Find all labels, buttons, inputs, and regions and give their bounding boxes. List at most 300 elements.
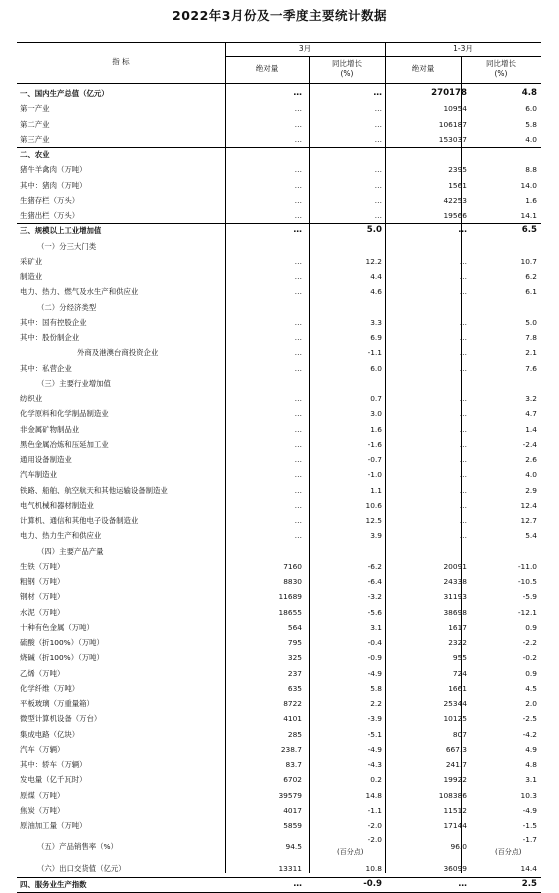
cell-q1-absolute: 19566 — [443, 211, 467, 220]
cell-q1-absolute: 807 — [452, 729, 467, 739]
header-march-absolute: 绝对量 — [255, 64, 279, 73]
cell-march-absolute: … — [294, 470, 302, 480]
row-label: 十种有色金属（万吨） — [20, 622, 94, 632]
header-march-yoy-line1: 同比增长 — [332, 59, 362, 68]
header-mid-rule — [225, 56, 541, 57]
cell-q1-absolute: … — [459, 485, 467, 495]
row-label: 二、农业 — [20, 150, 50, 159]
cell-q1-yoy: -4.2 — [522, 729, 537, 739]
table-row — [17, 147, 541, 162]
cell-march-absolute: … — [294, 500, 302, 510]
cell-q1-absolute: … — [459, 394, 467, 403]
row-label: （一）分三大门类 — [37, 241, 97, 251]
cell-march-yoy: -6.2 — [367, 561, 382, 571]
table-row — [17, 483, 541, 498]
cell-march-absolute: … — [294, 485, 302, 495]
cell-q1-yoy: 4.8 — [525, 760, 537, 769]
cell-march-yoy: … — [374, 104, 382, 114]
cell-march-yoy: -4.9 — [367, 668, 382, 678]
cell-q1-yoy: 2.5 — [521, 878, 537, 889]
cell-march-yoy: -4.9 — [367, 744, 382, 754]
table-row — [17, 772, 541, 787]
row-label: 粗钢（万吨） — [20, 577, 65, 586]
cell-q1-absolute: 153037 — [438, 134, 467, 144]
row-label: 一、国内生产总值（亿元） — [20, 89, 109, 98]
cell-march-absolute: 5859 — [283, 821, 302, 830]
cell-march-yoy: … — [374, 134, 382, 144]
cell-march-absolute: 237 — [287, 668, 302, 678]
cell-q1-yoy: 12.7 — [520, 516, 537, 525]
row-label: 猪牛羊禽肉（万吨） — [20, 165, 87, 175]
cell-q1-yoy: 4.9 — [525, 744, 537, 754]
table-row — [17, 315, 541, 330]
cell-q1-absolute: 17144 — [443, 821, 467, 830]
cell-q1-absolute: … — [458, 225, 467, 236]
cell-march-absolute: … — [294, 455, 302, 464]
cell-q1-absolute: 19922 — [443, 775, 467, 785]
table-row — [17, 650, 541, 665]
table-row — [17, 239, 541, 254]
row-label: 电力、热力、燃气及水生产和供应业 — [20, 287, 139, 297]
table-row — [17, 422, 541, 437]
cell-q1-absolute: 11512 — [443, 805, 467, 815]
cell-march-yoy: 3.0 — [370, 409, 382, 419]
table-row — [17, 391, 541, 406]
row-label: 乙烯（万吨） — [20, 668, 65, 678]
cell-q1-yoy: 3.1 — [525, 775, 537, 785]
cell-march-yoy: 1.1 — [370, 485, 382, 495]
cell-q1-yoy: 12.4 — [520, 500, 537, 510]
cell-q1-yoy: 5.8 — [525, 119, 537, 129]
cell-march-absolute: … — [294, 409, 302, 419]
row-label: 发电量（亿千瓦时） — [20, 775, 87, 785]
cell-q1-yoy: -4.9 — [522, 805, 537, 815]
row-label: （五）产品销售率（%） — [37, 842, 118, 852]
table-row — [17, 605, 541, 620]
cell-march-absolute: … — [294, 165, 302, 175]
cell-q1-yoy: -5.9 — [522, 592, 537, 602]
cell-march-yoy: 10.8 — [365, 864, 382, 874]
row-label: 铁路、船舶、航空航天和其他运输设备制造业 — [20, 485, 168, 495]
cell-march-absolute: … — [294, 119, 302, 129]
cell-q1-absolute: 36099 — [443, 864, 467, 874]
cell-march-absolute: … — [293, 225, 302, 236]
cell-march-yoy: 3.9 — [370, 531, 382, 541]
table-row — [17, 437, 541, 452]
table-row — [17, 254, 541, 269]
table-row — [17, 635, 541, 650]
cell-q1-absolute: … — [459, 317, 467, 327]
row-label: 焦炭（万吨） — [20, 805, 65, 815]
cell-q1-absolute: 2322 — [448, 638, 467, 647]
cell-q1-yoy: 10.7 — [520, 256, 537, 266]
cell-march-absolute: … — [294, 531, 302, 541]
cell-march-absolute: … — [293, 88, 302, 98]
cell-march-yoy: -3.2 — [367, 592, 382, 602]
row-label: （二）分经济类型 — [37, 302, 97, 312]
table-row — [17, 345, 541, 360]
cell-march-absolute: 6702 — [283, 775, 302, 785]
cell-march-absolute: … — [294, 195, 302, 205]
cell-q1-yoy: 6.2 — [525, 272, 537, 281]
table-row — [17, 574, 541, 589]
cell-q1-absolute: 108386 — [438, 790, 467, 800]
cell-q1-yoy: 3.2 — [525, 394, 537, 403]
cell-q1-yoy: 5.0 — [525, 317, 537, 327]
table-row — [17, 284, 541, 299]
cell-march-absolute: 8722 — [283, 699, 302, 708]
row-label: 通用设备制造业 — [20, 455, 72, 464]
table-row — [17, 269, 541, 284]
cell-q1-yoy: -2.5 — [522, 714, 537, 724]
row-label: 其中：股份制企业 — [20, 333, 80, 342]
row-label: 计算机、通信和其他电子设备制造业 — [20, 516, 139, 525]
cell-q1-yoy: 2.6 — [525, 455, 537, 464]
row-label: 微型计算机设备（万台） — [20, 714, 102, 724]
cell-march-yoy: 0.2 — [370, 775, 382, 785]
row-label: 第二产业 — [20, 119, 50, 129]
cell-march-absolute: 635 — [287, 683, 302, 693]
cell-q1-absolute: 1661 — [448, 683, 467, 693]
row-label: 电力、热力生产和供应业 — [20, 531, 102, 541]
cell-q1-absolute: … — [459, 363, 467, 373]
header-indicator: 指 标 — [112, 57, 130, 66]
table-row-export — [17, 861, 541, 876]
table-row — [17, 788, 541, 803]
cell-march-yoy: -0.9 — [363, 878, 382, 889]
table-row — [17, 559, 541, 574]
table-row — [17, 666, 541, 681]
cell-q1-yoy: 7.6 — [525, 363, 537, 373]
row-label: 纺织业 — [20, 394, 43, 403]
cell-march-yoy: -1.0 — [367, 470, 382, 480]
cell-march-absolute: … — [294, 363, 302, 373]
table-row — [17, 803, 541, 818]
cell-march-absolute: … — [294, 516, 302, 525]
row-label: 第一产业 — [20, 104, 50, 114]
table-row — [17, 361, 541, 376]
cell-q1-yoy: 6.1 — [525, 287, 537, 297]
row-label: 汽车制造业 — [20, 470, 57, 480]
cell-march-yoy: -5.1 — [367, 729, 382, 739]
cell-march-yoy: 6.0 — [370, 363, 382, 373]
table-row — [17, 513, 541, 528]
cell-march-yoy: 3.1 — [370, 622, 382, 632]
cell-march-absolute: 11689 — [278, 592, 302, 602]
page-title: 2022年3月份及一季度主要统计数据 — [172, 8, 387, 23]
table-row — [17, 498, 541, 513]
cell-q1-absolute: … — [459, 439, 467, 449]
table-row — [17, 132, 541, 147]
cell-march-yoy: -6.4 — [367, 577, 382, 586]
header-q1-yoy-line2: (%) — [494, 69, 508, 78]
cell-march-yoy: -1.6 — [367, 439, 382, 449]
cell-march-absolute: 94.5 — [285, 842, 302, 852]
cell-march-yoy: 4.6 — [370, 287, 382, 297]
cell-march-absolute: 564 — [287, 622, 302, 632]
table-row — [17, 162, 541, 177]
cell-march-absolute: … — [294, 439, 302, 449]
table-row — [17, 178, 541, 193]
row-label: 化学纤维（万吨） — [20, 683, 80, 693]
cell-march-yoy: 5.8 — [370, 683, 382, 693]
table-row — [17, 117, 541, 132]
cell-q1-yoy: 1.4 — [525, 424, 537, 434]
cell-march-absolute: … — [294, 211, 302, 220]
row-label: 外商及港澳台商投资企业 — [77, 348, 159, 358]
header-q1-yoy-line1: 同比增长 — [486, 59, 516, 68]
cell-q1-absolute: … — [459, 333, 467, 342]
cell-march-yoy: -3.9 — [367, 714, 382, 724]
cell-march-absolute: … — [294, 272, 302, 281]
cell-march-absolute: 39579 — [278, 790, 302, 800]
cell-march-yoy: 1.6 — [370, 424, 382, 434]
cell-march-yoy: -4.3 — [367, 760, 382, 769]
table-row — [17, 467, 541, 482]
row-label: 黑色金属冶炼和压延加工业 — [20, 439, 109, 449]
cell-march-absolute: 18655 — [278, 607, 302, 617]
cell-march-absolute: 13311 — [278, 864, 302, 874]
cell-q1-absolute: … — [459, 409, 467, 419]
cell-march-absolute: 4101 — [283, 714, 302, 724]
table-row — [17, 620, 541, 635]
cell-q1-yoy: -2.2 — [522, 638, 537, 647]
cell-march-yoy: 0.7 — [370, 394, 382, 403]
cell-q1-absolute: 1617 — [448, 622, 467, 632]
cell-march-absolute: … — [293, 878, 302, 889]
row-label: 钢材（万吨） — [20, 592, 65, 602]
table-row — [17, 711, 541, 726]
header-q1: 1-3月 — [453, 44, 473, 53]
cell-march-absolute: … — [294, 424, 302, 434]
cell-march-yoy: … — [374, 165, 382, 175]
cell-march-absolute: … — [294, 287, 302, 297]
row-label: 其中：私营企业 — [20, 363, 72, 373]
cell-march-absolute: … — [294, 134, 302, 144]
row-label: 采矿业 — [20, 256, 43, 266]
table-row-services-index — [17, 877, 541, 892]
row-label: 汽车（万辆） — [20, 744, 65, 754]
cell-q1-yoy: -12.1 — [517, 607, 537, 617]
cell-q1-absolute: … — [459, 256, 467, 266]
cell-q1-absolute: 1561 — [448, 180, 467, 190]
cell-q1-absolute: … — [459, 516, 467, 525]
cell-q1-absolute: 2395 — [448, 165, 467, 175]
cell-q1-yoy: -2.4 — [522, 439, 537, 449]
table-row-sales-rate — [17, 833, 541, 861]
cell-march-absolute: 238.7 — [280, 744, 302, 754]
row-label: 非金属矿物制品业 — [20, 424, 80, 434]
cell-march-absolute: 83.7 — [285, 760, 302, 769]
cell-q1-absolute: … — [459, 531, 467, 541]
cell-q1-yoy: 0.9 — [525, 668, 537, 678]
cell-march-yoy: -1.1 — [367, 348, 382, 358]
cell-march-absolute: … — [294, 256, 302, 266]
cell-q1-yoy: 6.5 — [521, 225, 537, 236]
cell-march-yoy: -2.0 — [367, 821, 382, 830]
cell-q1-yoy: 6.0 — [525, 104, 537, 114]
cell-march-yoy: -0.4 — [367, 638, 382, 647]
top-rule — [17, 42, 541, 43]
cell-q1-yoy: 7.8 — [525, 333, 537, 342]
cell-q1-yoy: -1.7 — [522, 835, 537, 845]
table-row — [17, 742, 541, 757]
cell-march-absolute: … — [294, 104, 302, 114]
row-label: 集成电路（亿块） — [20, 729, 80, 739]
table-row — [17, 452, 541, 467]
cell-march-absolute: … — [294, 394, 302, 403]
cell-q1-yoy: 2.0 — [525, 699, 537, 708]
cell-q1-absolute: … — [459, 470, 467, 480]
cell-q1-yoy: 2.1 — [525, 348, 537, 358]
cell-q1-absolute: … — [458, 878, 467, 889]
cell-march-absolute: 7160 — [283, 561, 302, 571]
table-row — [17, 86, 541, 101]
cell-march-absolute: … — [294, 333, 302, 342]
cell-march-yoy: -1.1 — [367, 805, 382, 815]
table-row — [17, 696, 541, 711]
cell-q1-yoy: -1.5 — [522, 821, 537, 830]
cell-march-absolute: 325 — [287, 653, 302, 663]
table-row — [17, 101, 541, 116]
row-label: 生铁（万吨） — [20, 561, 65, 571]
table-row — [17, 818, 541, 833]
table-row — [17, 193, 541, 208]
row-label: 化学原料和化学制品制造业 — [20, 409, 109, 419]
row-label: 硫酸（折100%）（万吨） — [20, 638, 104, 647]
cell-march-yoy: -2.0 — [367, 835, 382, 845]
cell-q1-absolute: 96.0 — [450, 842, 467, 852]
row-label: 电气机械和器材制造业 — [20, 500, 94, 510]
cell-q1-absolute: 667.3 — [445, 744, 467, 754]
cell-march-yoy: 4.4 — [370, 272, 382, 281]
row-label: 烧碱（折100%）（万吨） — [20, 653, 104, 663]
cell-q1-yoy: 10.3 — [520, 790, 537, 800]
table-row — [17, 300, 541, 315]
cell-q1-absolute: 106187 — [438, 119, 467, 129]
cell-march-yoy: -0.7 — [367, 455, 382, 464]
row-label: 三、规模以上工业增加值 — [20, 226, 102, 236]
table-row — [17, 208, 541, 223]
row-label: 生猪出栏（万头） — [20, 211, 80, 220]
cell-q1-absolute: 10125 — [443, 714, 467, 724]
cell-q1-yoy: 4.8 — [521, 88, 537, 98]
cell-q1-yoy: 4.0 — [525, 134, 537, 144]
cell-q1-absolute: … — [459, 455, 467, 464]
cell-march-yoy: 12.2 — [365, 256, 382, 266]
cell-q1-yoy: 5.4 — [525, 531, 537, 541]
cell-q1-yoy: 1.6 — [525, 195, 537, 205]
cell-march-absolute: 285 — [287, 729, 302, 739]
row-label: 其中：猪肉（万吨） — [20, 180, 87, 190]
table-row — [17, 376, 541, 391]
cell-march-absolute: … — [294, 348, 302, 358]
row-label: 四、服务业生产指数 — [20, 879, 87, 889]
cell-q1-yoy: -10.5 — [517, 577, 537, 586]
cell-march-absolute: … — [294, 180, 302, 190]
cell-q1-yoy: 14.0 — [520, 180, 537, 190]
table-row — [17, 528, 541, 543]
cell-q1-absolute: … — [459, 272, 467, 281]
cell-q1-absolute: 241.7 — [445, 760, 467, 769]
cell-q1-absolute: 25344 — [443, 699, 467, 708]
table-row — [17, 544, 541, 559]
header-q1-absolute: 绝对量 — [411, 64, 435, 73]
table-row — [17, 589, 541, 604]
cell-march-yoy: 14.8 — [365, 790, 382, 800]
row-label: 第三产业 — [20, 134, 50, 144]
row-label: （四）主要产品产量 — [37, 546, 104, 556]
row-label: 平板玻璃（万重量箱） — [20, 699, 94, 708]
cell-march-yoy: 12.5 — [365, 516, 382, 525]
row-label: （三）主要行业增加值 — [37, 378, 111, 388]
cell-q1-yoy: -0.2 — [522, 653, 537, 663]
cell-march-yoy: 2.2 — [370, 699, 382, 708]
table-row — [17, 681, 541, 696]
cell-march-yoy: … — [374, 211, 382, 220]
header-march-yoy — [309, 59, 385, 79]
cell-march-yoy: -0.9 — [367, 653, 382, 663]
cell-march-absolute: 795 — [287, 638, 302, 647]
table-row — [17, 330, 541, 345]
cell-q1-absolute: 24338 — [443, 577, 467, 586]
cell-march-yoy: … — [374, 180, 382, 190]
cell-march-absolute: 4017 — [283, 805, 302, 815]
cell-q1-absolute: … — [459, 424, 467, 434]
row-label: 制造业 — [20, 272, 43, 281]
cell-q1-yoy: 0.9 — [525, 622, 537, 632]
cell-q1-absolute: … — [459, 348, 467, 358]
header-march: 3月 — [298, 44, 312, 53]
table-row — [17, 406, 541, 421]
row-label: 其中：轿车（万辆） — [20, 760, 87, 769]
cell-march-yoy-unit: (百分点) — [337, 848, 364, 857]
cell-march-yoy: 6.9 — [370, 333, 382, 342]
cell-march-absolute: 8830 — [283, 577, 302, 586]
cell-march-yoy: 5.0 — [366, 225, 382, 236]
cell-q1-absolute: 10954 — [443, 104, 467, 114]
cell-q1-absolute: 955 — [452, 653, 467, 663]
cell-march-absolute: … — [294, 317, 302, 327]
header-march-yoy-line2: (%) — [340, 69, 354, 78]
row-label: （六）出口交货值（亿元） — [37, 864, 126, 874]
header-bottom-rule — [17, 83, 541, 84]
table-row — [17, 223, 541, 238]
row-label: 原油加工量（万吨） — [20, 821, 87, 830]
cell-q1-absolute: 270178 — [431, 88, 467, 98]
cell-q1-yoy: 4.0 — [525, 470, 537, 480]
cell-march-yoy: … — [374, 195, 382, 205]
cell-q1-yoy: 4.7 — [525, 409, 537, 419]
cell-q1-yoy: 14.1 — [520, 211, 537, 220]
cell-march-yoy: … — [374, 119, 382, 129]
cell-q1-yoy: 14.4 — [520, 864, 537, 874]
cell-q1-absolute: 38698 — [443, 607, 467, 617]
cell-march-yoy: -5.6 — [367, 607, 382, 617]
cell-q1-absolute: … — [459, 287, 467, 297]
header-q1-yoy — [461, 59, 541, 79]
cell-march-yoy: 3.3 — [370, 317, 382, 327]
cell-q1-absolute: … — [459, 500, 467, 510]
cell-march-yoy: … — [373, 88, 382, 98]
cell-q1-absolute: 20091 — [443, 561, 467, 571]
cell-q1-yoy-unit: (百分点) — [495, 848, 522, 857]
cell-q1-yoy: 2.9 — [525, 485, 537, 495]
table-row — [17, 727, 541, 742]
row-label: 水泥（万吨） — [20, 607, 65, 617]
row-label: 生猪存栏（万头） — [20, 195, 80, 205]
table-row — [17, 757, 541, 772]
